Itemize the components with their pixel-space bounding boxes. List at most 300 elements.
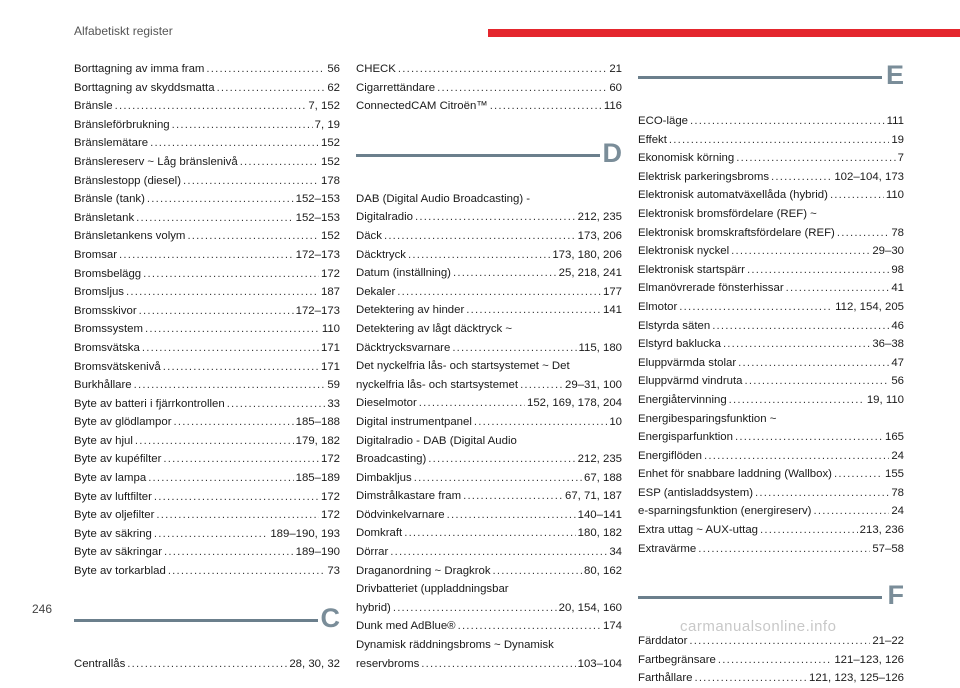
entry-pages[interactable]: 116 <box>603 100 622 113</box>
index-entry <box>638 521 904 540</box>
entry-pages[interactable]: 25, 218, 241 <box>558 267 622 280</box>
entry-pages[interactable]: 33 <box>327 397 340 410</box>
entry-pages[interactable]: 73 <box>327 565 340 578</box>
entry-pages[interactable]: 56 <box>327 63 340 75</box>
index-entry <box>638 632 904 651</box>
entry-term: Bränsletankens volym <box>74 230 186 243</box>
entry-pages[interactable]: 24 <box>891 505 904 518</box>
entry-pages[interactable]: 152 <box>320 137 340 150</box>
index-entry <box>638 205 904 224</box>
index-entry <box>356 655 622 674</box>
dot-leader <box>139 302 294 321</box>
entry-pages[interactable]: 57–58 <box>872 542 904 555</box>
index-entry <box>356 636 622 655</box>
entry-pages[interactable]: 80, 162 <box>583 564 622 577</box>
entry-term: Centrallås <box>74 657 126 670</box>
entry-pages[interactable]: 152–153 <box>295 193 340 206</box>
dot-leader <box>679 298 833 317</box>
page-number: 246 <box>32 602 53 616</box>
dot-leader <box>150 134 319 153</box>
dot-leader <box>145 320 320 339</box>
entry-pages[interactable]: 112, 154, 205 <box>835 300 904 313</box>
entry-pages[interactable]: 111 <box>886 115 904 127</box>
section-letter: C <box>320 602 340 633</box>
dot-leader <box>698 540 870 559</box>
entry-pages[interactable]: 212, 235 <box>577 453 622 466</box>
index-entry <box>638 186 904 205</box>
entry-term: ECO-läge <box>638 115 689 127</box>
entry-term: hybrid) <box>356 601 391 614</box>
entry-pages[interactable]: 189–190 <box>295 546 340 559</box>
entry-pages[interactable]: 121–123, 126 <box>834 653 904 666</box>
dot-leader <box>143 265 319 284</box>
dot-leader <box>172 116 313 135</box>
page-header-title: Alfabetiskt register <box>74 24 173 38</box>
entry-term: Byte av luftfilter <box>74 490 152 503</box>
dot-leader <box>729 391 865 410</box>
entry-term: Bromsljus <box>74 286 125 299</box>
entry-term: Elstyrda säten <box>638 319 711 332</box>
index-entry <box>638 354 904 373</box>
entry-term: Drivbatteriet (uppladdningsbar <box>356 583 509 596</box>
index-entry <box>638 651 904 670</box>
entry-pages[interactable]: 102–104, 173 <box>834 170 904 183</box>
entry-pages[interactable]: 47 <box>891 356 904 369</box>
entry-pages[interactable]: 20, 154, 160 <box>558 601 622 614</box>
dot-leader <box>735 428 883 447</box>
entry-term: Fartbegränsare <box>638 653 716 666</box>
entry-term: Energibesparingsfunktion ~ <box>638 412 777 425</box>
entry-term: Dörrar <box>356 546 389 559</box>
entry-pages[interactable]: 115, 180 <box>578 341 622 354</box>
index-entry <box>638 410 904 429</box>
entry-pages[interactable]: 62 <box>327 81 340 94</box>
entry-pages[interactable]: 103–104 <box>577 657 622 670</box>
entry-term: Byte av säkringar <box>74 546 162 559</box>
entry-pages[interactable]: 7, 19 <box>314 118 340 131</box>
dot-leader <box>404 524 575 543</box>
index-entry <box>638 391 904 410</box>
entry-pages[interactable]: 10 <box>609 415 622 428</box>
dot-leader <box>704 447 889 466</box>
dot-leader <box>142 339 319 358</box>
dot-leader <box>183 172 319 191</box>
entry-term: Dunk med AdBlue® <box>356 620 456 633</box>
index-entry <box>74 376 340 395</box>
entry-pages[interactable]: 110 <box>885 189 904 202</box>
index-entry <box>74 469 340 488</box>
dot-leader <box>428 450 575 469</box>
entry-term: Byte av säkring <box>74 527 152 540</box>
entry-term: Extravärme <box>638 542 697 555</box>
entry-pages[interactable]: 213, 236 <box>859 524 904 537</box>
entry-pages[interactable]: 172 <box>320 509 340 522</box>
entry-pages[interactable]: 172 <box>320 453 340 466</box>
entry-pages[interactable]: 185–189 <box>295 472 340 485</box>
section-letter: E <box>885 60 904 90</box>
entry-pages[interactable]: 152 <box>320 230 340 243</box>
dot-leader <box>126 283 319 302</box>
dot-leader <box>163 358 319 377</box>
entry-term: Elektronisk bromskraftsfördelare (REF) <box>638 226 835 239</box>
dot-leader <box>390 543 607 562</box>
dot-leader <box>458 617 601 636</box>
index-entry <box>356 394 622 413</box>
entry-pages[interactable]: 178 <box>320 174 340 187</box>
entry-pages[interactable]: 7 <box>897 152 904 165</box>
dot-leader <box>731 242 870 261</box>
dot-leader <box>163 450 319 469</box>
dot-leader <box>134 376 326 395</box>
entry-term: CHECK <box>356 63 396 75</box>
index-entry <box>356 227 622 246</box>
index-entry <box>74 97 340 116</box>
dot-leader <box>744 372 889 391</box>
entry-pages[interactable]: 185–188 <box>295 416 340 429</box>
entry-term: Broadcasting) <box>356 453 427 466</box>
entry-pages[interactable]: 19 <box>891 133 904 146</box>
entry-pages[interactable]: 152–153 <box>295 211 340 224</box>
entry-term: Borttagning av skyddsmatta <box>74 81 215 94</box>
index-entry <box>356 301 622 320</box>
index-entry <box>638 149 904 168</box>
entry-term: Enhet för snabbare laddning (Wallbox) <box>638 468 832 481</box>
dot-leader <box>147 190 294 209</box>
entry-term: Digitalradio - DAB (Digital Audio <box>356 434 517 447</box>
entry-term: Energiflöden <box>638 449 702 462</box>
index-entry <box>638 669 904 688</box>
dot-leader <box>747 261 889 280</box>
index-entry <box>356 357 622 376</box>
index-entry <box>638 131 904 150</box>
entry-term: Detektering av lågt däcktryck ~ <box>356 322 513 335</box>
entry-term: Däcktryck <box>356 248 406 261</box>
dot-leader <box>154 488 319 507</box>
index-entry <box>74 655 340 674</box>
entry-term: Detektering av hinder <box>356 304 465 317</box>
entry-pages[interactable]: 187 <box>320 286 340 299</box>
entry-pages[interactable]: 173, 180, 206 <box>552 248 622 261</box>
dot-leader <box>148 469 293 488</box>
entry-pages[interactable]: 36–38 <box>872 338 904 351</box>
entry-term: Byte av oljefilter <box>74 509 155 522</box>
entry-term: Bränsletank <box>74 211 135 224</box>
index-entry <box>638 447 904 466</box>
index-entry <box>74 209 340 228</box>
index-entry <box>74 543 340 562</box>
entry-term: Bromsar <box>74 248 118 261</box>
index-entry <box>74 525 340 544</box>
index-entry <box>74 506 340 525</box>
entry-pages[interactable]: 110 <box>321 323 340 336</box>
index-entry <box>638 261 904 280</box>
entry-pages[interactable]: 174 <box>602 620 622 633</box>
entry-pages[interactable]: 180, 182 <box>577 527 622 540</box>
dot-leader <box>397 283 601 302</box>
dot-leader <box>119 246 294 265</box>
entry-term: Draganordning ~ Dragkrok <box>356 564 491 577</box>
entry-term: Dödvinkelvarnare <box>356 508 445 521</box>
entry-pages[interactable]: 19, 110 <box>866 393 904 406</box>
entry-pages[interactable]: 172 <box>320 267 340 280</box>
entry-pages[interactable]: 78 <box>891 486 904 499</box>
dot-leader <box>217 79 326 98</box>
section-header <box>638 60 904 104</box>
entry-term: Dynamisk räddningsbroms ~ Dynamisk <box>356 639 554 652</box>
entry-pages[interactable]: 171 <box>320 341 340 354</box>
dot-leader <box>669 131 889 150</box>
entry-pages[interactable]: 98 <box>891 263 904 276</box>
index-entry <box>638 279 904 298</box>
index-entry <box>638 298 904 317</box>
index-entry <box>638 242 904 261</box>
index-entry <box>356 506 622 525</box>
section-header <box>356 138 622 182</box>
entry-pages[interactable]: 28, 30, 32 <box>289 657 340 670</box>
entry-pages[interactable]: 21 <box>609 63 622 75</box>
entry-pages[interactable]: 121, 123, 125–126 <box>808 672 904 685</box>
index-entry <box>74 116 340 135</box>
entry-term: Dekaler <box>356 285 396 298</box>
index-entry <box>356 320 622 339</box>
entry-term: Ekonomisk körning <box>638 152 735 165</box>
dot-leader <box>453 264 557 283</box>
entry-term: Domkraft <box>356 527 403 540</box>
entry-pages[interactable]: 78 <box>891 226 904 239</box>
dot-leader <box>718 651 832 670</box>
entry-term: Byte av kupéfilter <box>74 453 162 466</box>
section-header <box>74 603 340 647</box>
entry-pages[interactable]: 155 <box>884 468 904 481</box>
dot-leader <box>723 335 870 354</box>
dot-leader <box>398 60 607 79</box>
dot-leader <box>421 655 575 674</box>
index-entry <box>74 134 340 153</box>
entry-term: Bränslestopp (diesel) <box>74 174 181 187</box>
index-entry <box>356 543 622 562</box>
index-entry <box>74 265 340 284</box>
dot-leader <box>437 79 607 98</box>
entry-pages[interactable]: 171 <box>320 360 340 373</box>
index-entry <box>356 450 622 469</box>
entry-pages[interactable]: 212, 235 <box>577 211 622 224</box>
dot-leader <box>738 354 889 373</box>
dot-leader <box>463 487 563 506</box>
entry-pages[interactable]: 7, 152 <box>308 100 340 113</box>
dot-leader <box>452 339 576 358</box>
dot-leader <box>466 301 601 320</box>
section-divider <box>356 154 600 157</box>
entry-pages[interactable]: 34 <box>609 546 622 559</box>
entry-term: Bromsbelägg <box>74 267 142 280</box>
entry-term: Bränsle (tank) <box>74 193 145 206</box>
entry-pages[interactable]: 46 <box>891 319 904 332</box>
entry-term: Bränsleförbrukning <box>74 118 170 131</box>
entry-term: Elektronisk automatväxellåda (hybrid) <box>638 189 828 202</box>
entry-pages[interactable]: 152 <box>320 155 340 168</box>
entry-pages[interactable]: 152, 169, 178, 204 <box>526 397 622 410</box>
index-entry <box>638 540 904 559</box>
dot-leader <box>135 432 294 451</box>
entry-pages[interactable]: 172–173 <box>295 248 340 261</box>
index-entry <box>356 79 622 98</box>
entry-term: Byte av torkarblad <box>74 565 166 578</box>
dot-leader <box>174 413 294 432</box>
index-entry <box>356 190 622 209</box>
entry-term: Bränslemätare <box>74 137 149 150</box>
entry-pages[interactable]: 56 <box>891 375 904 388</box>
entry-term: Digital instrumentpanel <box>356 415 472 428</box>
index-entry <box>74 339 340 358</box>
entry-term: Byte av glödlampor <box>74 416 172 429</box>
entry-pages[interactable]: 141 <box>602 304 622 317</box>
index-entry <box>356 246 622 265</box>
dot-leader <box>384 227 576 246</box>
entry-pages[interactable]: 173, 206 <box>577 229 622 242</box>
entry-term: Bromssystem <box>74 323 143 336</box>
dot-leader <box>240 153 319 172</box>
index-entry <box>638 502 904 521</box>
index-entry <box>74 302 340 321</box>
entry-term: reservbroms <box>356 657 420 670</box>
index-entry <box>638 317 904 336</box>
dot-leader <box>164 543 294 562</box>
entry-term: ConnectedCAM Citroën™ <box>356 100 488 113</box>
entry-pages[interactable]: 41 <box>891 282 904 295</box>
index-entry <box>74 190 340 209</box>
entry-term: DAB (Digital Audio Broadcasting) - <box>356 192 531 205</box>
section-divider <box>74 619 318 622</box>
entry-term: Dieselmotor <box>356 397 417 410</box>
entry-term: Färddator <box>638 635 688 648</box>
dot-leader <box>755 484 889 503</box>
dot-leader <box>136 209 293 228</box>
entry-pages[interactable]: 29–30 <box>872 245 904 258</box>
index-entry <box>356 264 622 283</box>
entry-term: Bränsle <box>74 100 113 113</box>
entry-term: Dimbakljus <box>356 471 412 484</box>
index-entry <box>74 60 340 79</box>
entry-pages[interactable]: 189–190, 193 <box>270 527 340 540</box>
index-entry <box>74 450 340 469</box>
entry-term: Bromsvätska <box>74 341 140 354</box>
entry-term: Datum (inställning) <box>356 267 451 280</box>
index-entry <box>74 172 340 191</box>
dot-leader <box>490 97 602 116</box>
dot-leader <box>694 669 807 688</box>
index-column-3 <box>638 60 904 688</box>
entry-pages[interactable]: 172–173 <box>295 304 340 317</box>
dot-leader <box>760 521 858 540</box>
dot-leader <box>415 208 576 227</box>
entry-term: Elektronisk nyckel <box>638 245 730 258</box>
dot-leader <box>474 413 607 432</box>
entry-term: Byte av batteri i fjärrkontrollen <box>74 397 225 410</box>
dot-leader <box>393 599 557 618</box>
dot-leader <box>227 395 326 414</box>
entry-term: Effekt <box>638 133 667 146</box>
index-column-2 <box>356 60 622 673</box>
entry-term: Digitalradio <box>356 211 413 224</box>
dot-leader <box>156 506 319 525</box>
entry-pages[interactable]: 165 <box>884 431 904 444</box>
index-entry <box>356 339 622 358</box>
index-entry <box>356 562 622 581</box>
entry-term: Däck <box>356 229 382 242</box>
entry-pages[interactable]: 60 <box>609 81 622 94</box>
index-entry <box>74 432 340 451</box>
dot-leader <box>408 246 550 265</box>
entry-term: Elektronisk startspärr <box>638 263 745 276</box>
entry-pages[interactable]: 140–141 <box>577 508 622 521</box>
entry-pages[interactable]: 59 <box>327 379 340 392</box>
index-entry <box>638 372 904 391</box>
dot-leader <box>206 60 325 79</box>
index-entry <box>638 112 904 131</box>
entry-term: e-sparningsfunktion (energireserv) <box>638 505 812 518</box>
index-entry <box>356 524 622 543</box>
entry-pages[interactable]: 21–22 <box>872 635 904 648</box>
index-entry <box>638 224 904 243</box>
dot-leader <box>712 317 889 336</box>
dot-leader <box>115 97 307 116</box>
index-entry <box>356 283 622 302</box>
entry-pages[interactable]: 29–31, 100 <box>564 378 622 391</box>
entry-pages[interactable]: 177 <box>602 285 622 298</box>
entry-term: Dimstrålkastare fram <box>356 490 462 503</box>
section-letter: D <box>602 137 622 168</box>
entry-pages[interactable]: 24 <box>891 449 904 462</box>
entry-pages[interactable]: 67, 71, 187 <box>564 490 622 503</box>
dot-leader <box>168 562 326 581</box>
index-entry <box>74 153 340 172</box>
entry-pages[interactable]: 172 <box>320 490 340 503</box>
index-entry <box>74 413 340 432</box>
index-entry <box>356 599 622 618</box>
index-entry <box>74 562 340 581</box>
index-entry <box>74 227 340 246</box>
entry-pages[interactable]: 67, 188 <box>583 471 622 484</box>
index-column-1 <box>74 60 340 673</box>
entry-term: Energiåtervinning <box>638 393 727 406</box>
index-entry <box>74 283 340 302</box>
index-entry <box>356 376 622 395</box>
index-entry <box>74 320 340 339</box>
dot-leader <box>736 149 895 168</box>
watermark: carmanualsonline.info <box>680 618 837 635</box>
index-entry <box>74 79 340 98</box>
section-letter: F <box>887 580 904 611</box>
entry-term: Elstyrd baklucka <box>638 338 721 351</box>
entry-term: Byte av lampa <box>74 472 147 485</box>
entry-term: Bromsvätskenivå <box>74 360 161 373</box>
entry-term: Elektrisk parkeringsbroms <box>638 170 770 183</box>
entry-term: ESP (antisladdsystem) <box>638 486 754 499</box>
index-entry <box>74 358 340 377</box>
entry-term: nyckelfria lås- och startsystemet <box>356 378 519 391</box>
entry-term: Extra uttag ~ AUX-uttag <box>638 524 758 537</box>
dot-leader <box>834 465 883 484</box>
entry-term: Cigarrettändare <box>356 81 436 94</box>
entry-term: Bromsskivor <box>74 304 137 317</box>
dot-leader <box>771 168 832 187</box>
entry-term: Farthållare <box>638 672 693 685</box>
dot-leader <box>813 502 889 521</box>
entry-term: Byte av hjul <box>74 434 133 447</box>
entry-term: Burkhållare <box>74 379 132 392</box>
entry-term: Energisparfunktion <box>638 431 733 444</box>
entry-pages[interactable]: 179, 182 <box>295 434 340 447</box>
